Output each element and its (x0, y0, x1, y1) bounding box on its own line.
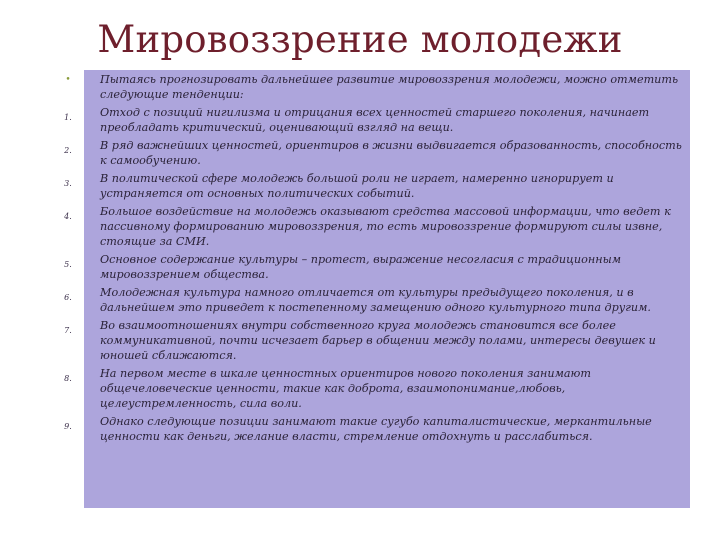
list-item (54, 285, 690, 318)
item-number: 4. (64, 212, 72, 221)
item-text: В ряд важнейших ценностей, ориентиров в жизни выдвигается образованность, способность к самообучению. (100, 139, 682, 167)
list-item (54, 171, 690, 204)
tendencies-list (54, 72, 690, 447)
intro-item (54, 72, 690, 105)
slide-title: Мировоззрение молодежи (97, 18, 623, 61)
item-number: 3. (64, 179, 72, 188)
list-item (54, 138, 690, 171)
item-text: Во взаимоотношениях внутри собственного круга молодежь становится все более коммуникативной, почти исчезает барьер в общении между полами, интересы девушек и юношей сближаются. (100, 319, 656, 362)
item-number: 2. (64, 146, 72, 155)
item-number: 1. (64, 113, 72, 122)
item-text: Отход с позиций нигилизма и отрицания всех ценностей старшего поколения, начинает преобладать критический, оценивающий взгляд на вещи. (100, 106, 650, 134)
item-number: 7. (64, 326, 72, 335)
item-text: На первом месте в шкале ценностных ориентиров нового поколения занимают общечеловеческие ценности, такие как доброта, взаимопонимание,любовь, целеустремленность, сила воли. (100, 367, 591, 410)
item-number: 9. (64, 422, 72, 431)
intro-text: Пытаясь прогнозировать дальнейшее развитие мировоззрения молодежи, можно отметить следующие тенденции: (100, 73, 679, 101)
bullet-icon: • (65, 75, 71, 85)
item-number: 8. (64, 374, 72, 383)
list-item (54, 318, 690, 366)
item-text: Молодежная культура намного отличается от культуры предыдущего поколения, и в дальнейшем это приведет к постепенному замещению одного культурного типа другим. (100, 286, 651, 314)
item-text: Основное содержание культуры – протест, выражение несогласия с традиционным мировоззрением общества. (100, 253, 621, 281)
item-text: Однако следующие позиции занимают такие сугубо капиталистические, меркантильные ценности как деньги, желание власти, стремление отдохнуть и расслабиться. (100, 415, 652, 443)
item-text: В политической сфере молодежь большой роли не играет, намеренно игнорирует и устраняется от основных политических событий. (100, 172, 614, 200)
item-text: Большое воздействие на молодежь оказывают средства массовой информации, что ведет к пассивному формированию мировоззрения, то есть мировоззрение формируют силы извне, стоящие за СМИ. (100, 205, 671, 248)
list-item (54, 414, 690, 447)
list-item (54, 252, 690, 285)
list-item (54, 366, 690, 414)
item-number: 5. (64, 260, 72, 269)
item-number: 6. (64, 293, 72, 302)
list-item (54, 204, 690, 252)
list-item (54, 105, 690, 138)
